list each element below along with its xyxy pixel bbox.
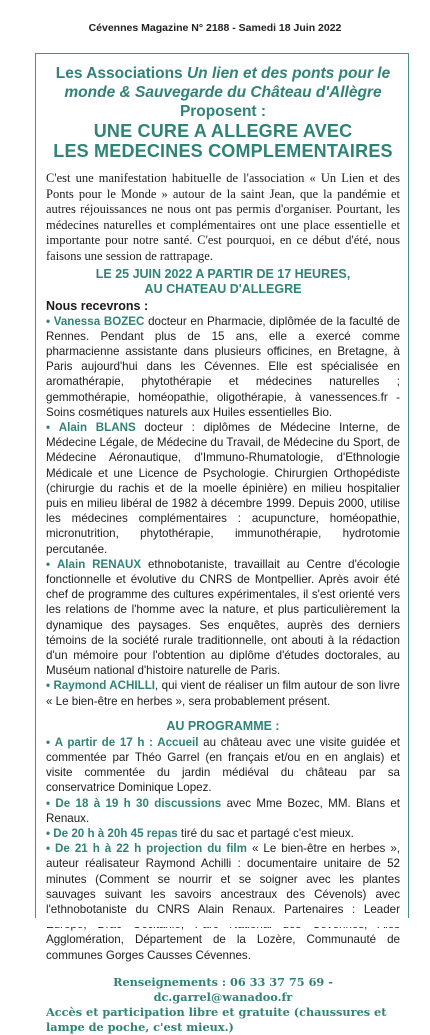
article-frame	[35, 53, 409, 1034]
speaker-name: Vanessa BOZEC	[53, 314, 145, 328]
article-header	[46, 64, 400, 121]
program-text: tiré du sac et partagé c'est mieux.	[177, 827, 354, 841]
program-item	[46, 826, 400, 841]
date-line2: AU CHATEAU D'ALLEGRE	[144, 281, 302, 296]
program-time: A partir de 17 h : Accueil	[54, 735, 199, 749]
header-line3: Proposent :	[179, 103, 267, 120]
program-item	[46, 841, 400, 963]
header-line1-a: Les Associations	[55, 65, 187, 82]
event-date	[46, 267, 400, 297]
masthead: Cévennes Magazine N° 2188 - Samedi 18 Juin 2022	[88, 22, 342, 34]
program-time: De 21 h à 22 h projection du film	[55, 842, 247, 856]
speaker-item	[46, 557, 400, 679]
bottom-band	[0, 918, 430, 927]
bullet: •	[46, 314, 51, 328]
speaker-item	[46, 420, 400, 557]
title-line2: LES MEDECINES COMPLEMENTAIRES	[53, 141, 393, 161]
contact-phone-email: Renseignements : 06 33 37 75 69 - dc.garrel@wanadoo.fr	[113, 974, 333, 1004]
speaker-name: Alain RENAUX	[56, 557, 142, 571]
contact-access-note: Accès et participation libre et gratuite (chaussures et lampe de poche, c'est mieux.)	[46, 1004, 387, 1034]
title-line1: UNE CURE A ALLEGRE AVEC	[93, 121, 353, 141]
speaker-text: ethnobotaniste, travaillait au Centre d'écologie fonctionnelle et évolutive du CNRS de Montpellier. Après avoir été chef de programme des cultures expérimentales, il s'est orienté vers les relations de l'homme avec la nature, et plus particulièrement la dynamique des paysages. Ses enquêtes, auprès des derniers témoins de la société rurale traditionnelle, ont abouti à la rédaction d'un mémoire pour l'obtention au diplôme d'études doctorales, au Muséum national d'histoire naturelle de Paris.	[46, 557, 400, 678]
speaker-text: , qui vient de réaliser un film autour de son livre « Le bien-être en herbes », sera probablement présent.	[46, 679, 400, 708]
program-time: De 18 à 19 h 30 discussions	[55, 796, 222, 810]
bullet: •	[46, 557, 51, 571]
speaker-text: docteur : diplômes de Médecine Interne, de Médecine Légale, de Médecine du Travail, de Médecine du Sport, de Médecine Aéronautique, d'Immuno-Rhumatologie, d'Ethnologie Médicale et une Licence de Psychologie. Chirurgien Orthopédiste (chirurgie du rachis et de la moelle épinière) en milieu hospitalier puis en milieu libéral de 1982 à décembre 1999. Depuis 2000, utilise les médecines complémentaires : acupuncture, homéopathie, micronutrition, phytothérapie, immunothérapie, hydrotomie percutanée.	[46, 420, 401, 556]
program-item	[46, 796, 400, 826]
bullet: •	[46, 842, 51, 856]
speaker-name: Alain BLANS	[58, 420, 136, 434]
program-title: AU PROGRAMME :	[166, 718, 280, 733]
bullet: •	[46, 827, 51, 841]
header-line1-b: Un lien et des ponts pour le	[186, 65, 391, 82]
speaker-text: docteur en Pharmacie, diplômée de la faculté de Rennes. Pendant plus de 15 ans, elle a exercé comme pharmacienne assistante dans plusieurs officines, en Bretagne, à Paris aujourd'hui dans les Cévennes. Elle est spécialisée en aromathérapie, phytothérapie et médecines naturelles ; gemmothérapie, homéopathie, oligothérapie, à vanessences.fr - Soins cosmétiques naturels aux Huiles essentielles Bio.	[46, 314, 400, 419]
program-text: « Le bien-être en herbes », auteur réalisateur Raymond Achilli : documentaire unitaire de 52 minutes (Comment se nourrir et se soigner avec les plantes sauvages suivant les savoirs ancestraux des Cévenols) avec l'ethnobotaniste du CNRS Alain Renaux. Partenaires : Leader Agglomération, Département de la Lozère, Communauté de communes Gorges Causses Cévennes.	[46, 842, 400, 962]
speaker-item	[46, 314, 400, 420]
speaker-name: Raymond ACHILLI	[53, 679, 156, 693]
bullet: •	[46, 420, 51, 434]
program-text: avec Mme Bozec, MM. Blans et Renaux.	[46, 796, 401, 825]
intro-paragraph: C'est une manifestation habituelle de l'association « Un Lien et des Ponts pour le Monde » autour de la saint Jean, que la pandémie et autres réjouissances ne nous ont pas permis d'organiser. Pourtant, les médecines naturelles et complémentaires ont une place essentielle et importante pour notre santé. C'est pourquoi, en ce début d'été, nous faisons une session de rattrapage.	[46, 171, 400, 263]
contact-info	[46, 975, 400, 1035]
program-item	[46, 735, 400, 796]
article-title	[46, 121, 400, 161]
bullet: •	[46, 796, 51, 810]
program-text: au château avec une visite guidée et commentée par Théo Garrel (en français et/ou en en anglais) et visite commentée du jardin médiéval du château par sa conservatrice Dominique Lopez.	[46, 735, 400, 795]
program-time: De 20 h à 20h 45 repas	[53, 827, 178, 841]
header-line2: monde & Sauvegarde du Château d'Allègre	[64, 84, 382, 101]
date-line1: LE 25 JUIN 2022 A PARTIR DE 17 HEURES,	[95, 266, 351, 281]
speakers-title: Nous recevrons :	[46, 298, 149, 313]
bullet: •	[46, 679, 51, 693]
speaker-item	[46, 678, 400, 708]
bullet: •	[46, 735, 51, 749]
